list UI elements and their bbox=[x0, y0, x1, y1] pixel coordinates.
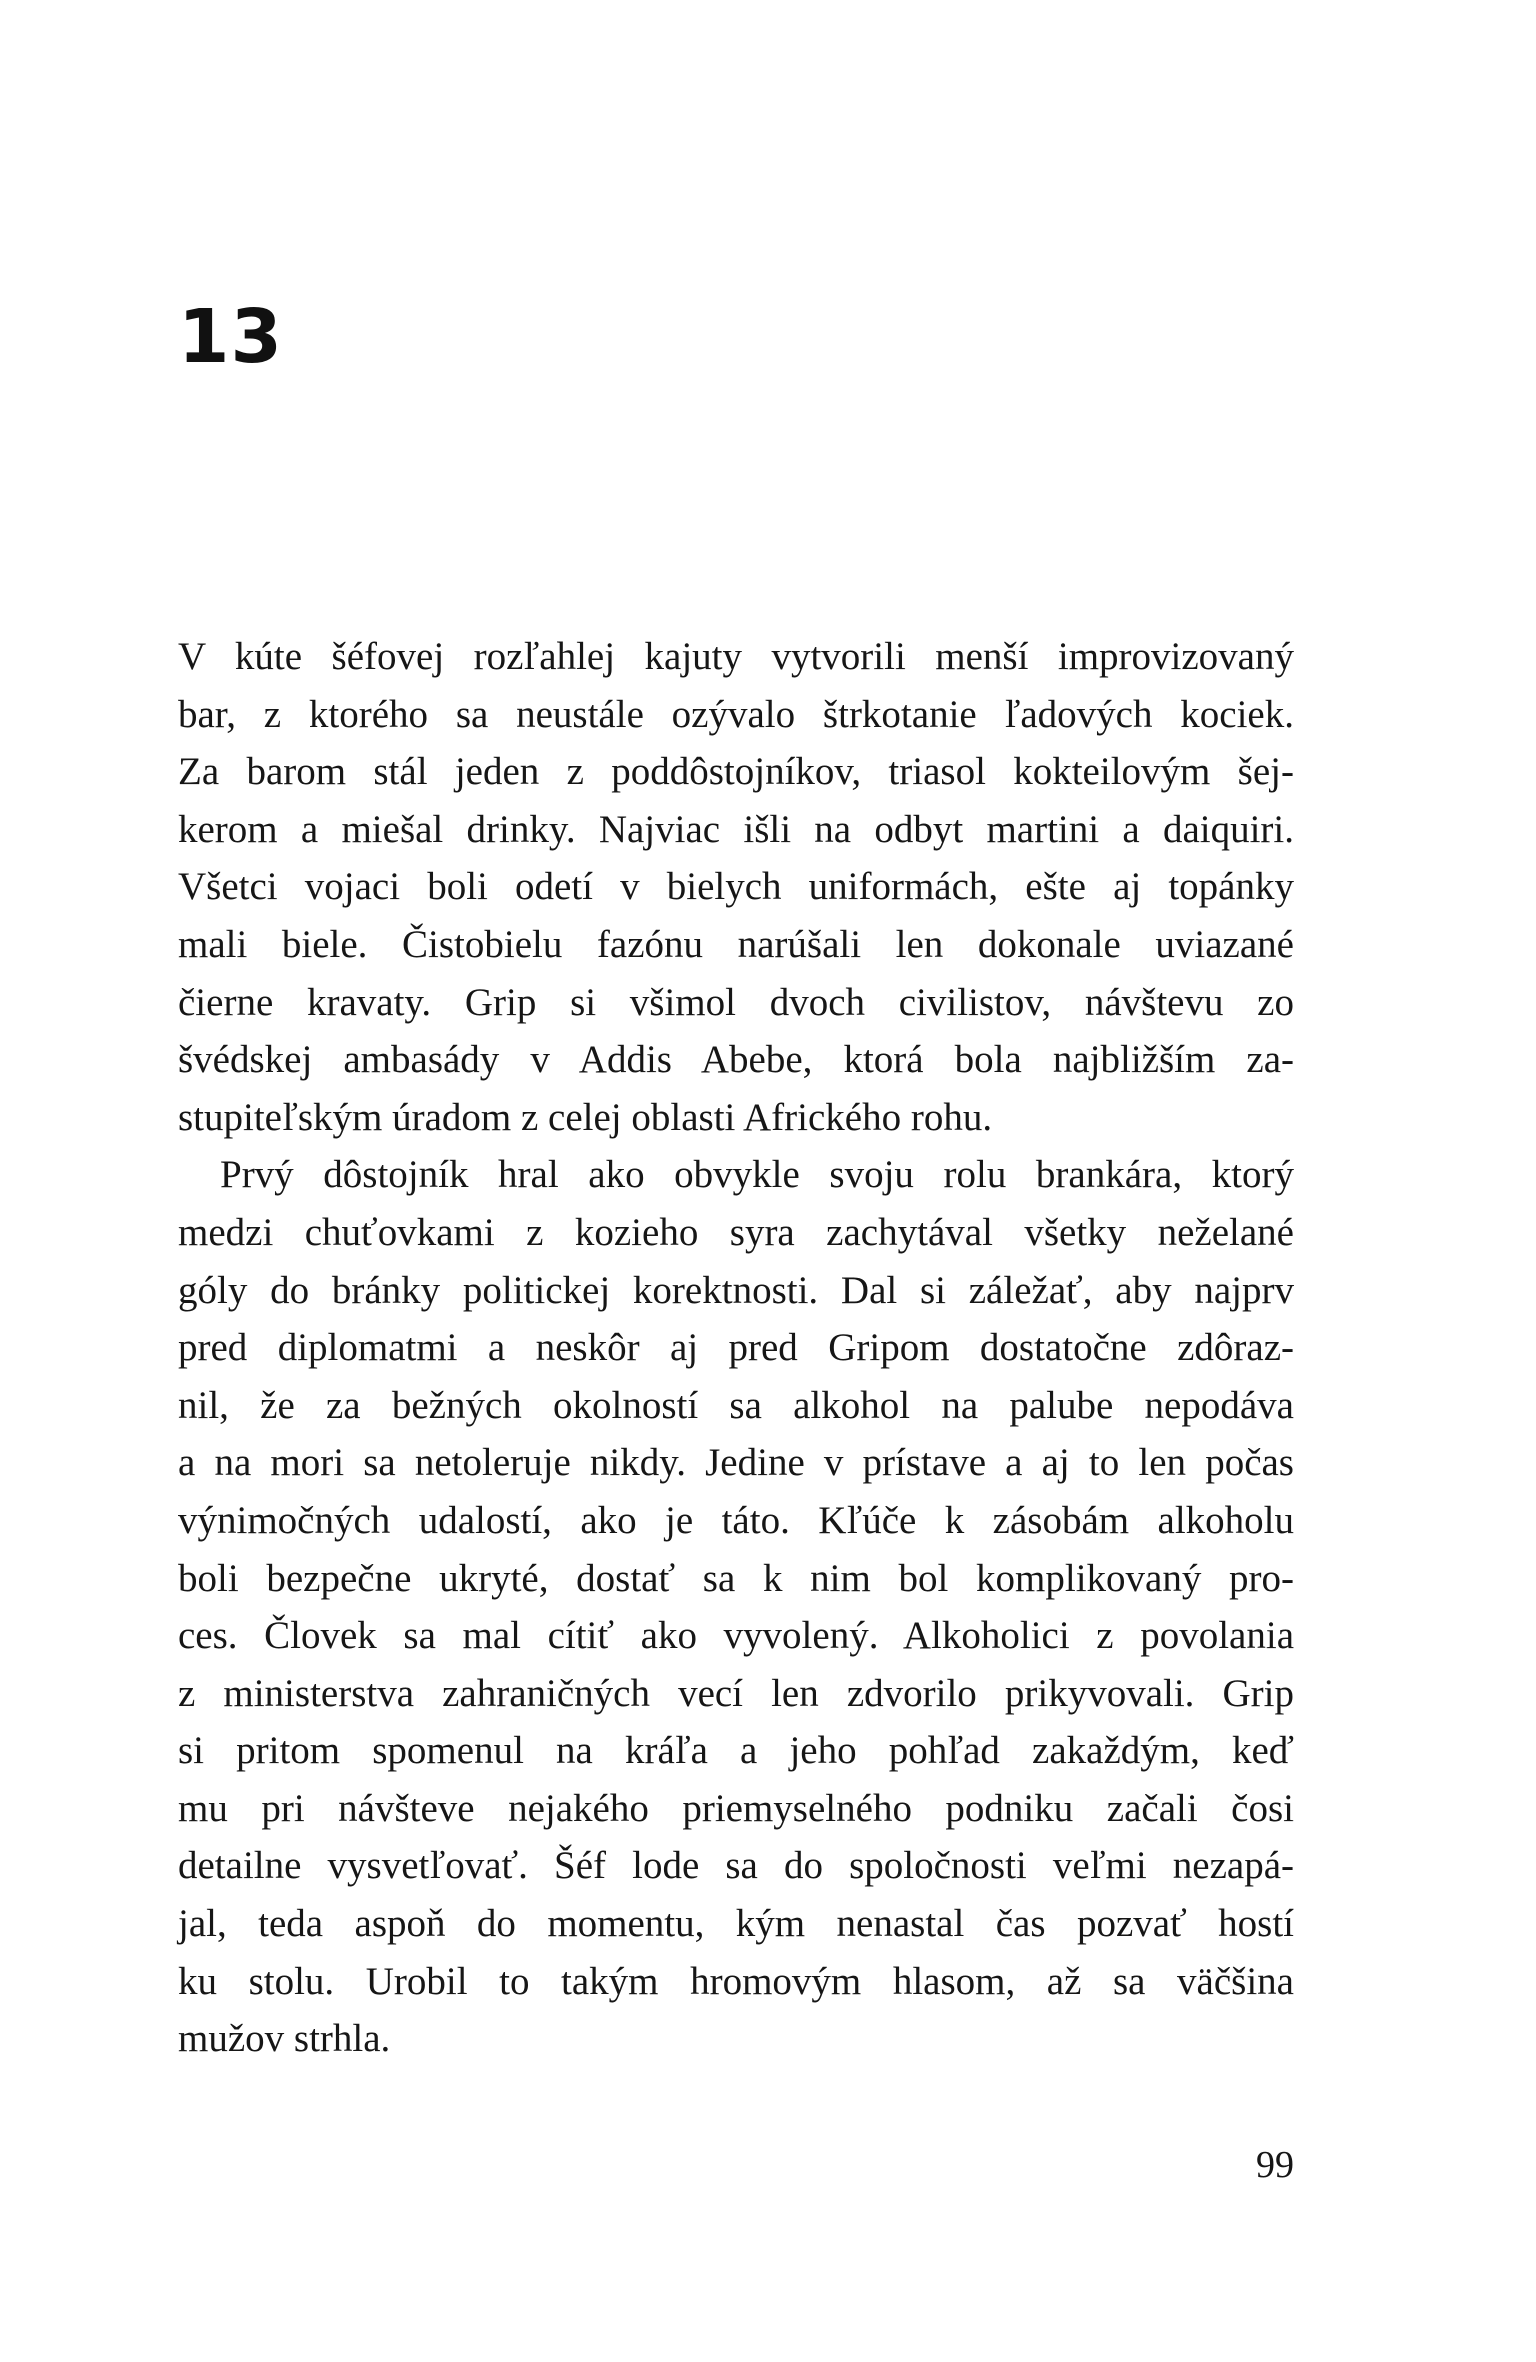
text-line: Všetci vojaci boli odetí v bielych uniformách, ešte aj topánky bbox=[178, 865, 1294, 909]
text-line: mu pri návšteve nejakého priemyselného podniku začali čosi bbox=[178, 1786, 1294, 1830]
body-text bbox=[178, 628, 1294, 2068]
page-number: 99 bbox=[1256, 2144, 1294, 2186]
text-line: ku stolu. Urobil to takým hromovým hlasom, až sa väčšina bbox=[178, 1959, 1294, 2003]
text-line: Za barom stál jeden z poddôstojníkov, triasol kokteilovým šej- bbox=[178, 750, 1294, 794]
text-line: bar, z ktorého sa neustále ozývalo štrkotanie ľadových kociek. bbox=[178, 692, 1294, 736]
chapter-number: 13 bbox=[178, 294, 283, 380]
text-line: ces. Človek sa mal cítiť ako vyvolený. Alkoholici z povolania bbox=[178, 1614, 1294, 1658]
text-line: jal, teda aspoň do momentu, kým nenastal čas pozvať hostí bbox=[178, 1902, 1294, 1946]
text-line: stupiteľským úradom z celej oblasti Afrického rohu. bbox=[178, 1095, 993, 1139]
text-line: V kúte šéfovej rozľahlej kajuty vytvorili menší improvizovaný bbox=[178, 635, 1294, 678]
text-line: detailne vysvetľovať. Šéf lode sa do spoločnosti veľmi nezapá- bbox=[178, 1844, 1294, 1888]
text-line: čierne kravaty. Grip si všimol dvoch civilistov, návštevu zo bbox=[178, 980, 1294, 1024]
text-line: nil, že za bežných okolností sa alkohol na palube nepodáva bbox=[178, 1383, 1294, 1427]
text-line: pred diplomatmi a neskôr aj pred Gripom dostatočne zdôraz- bbox=[178, 1326, 1294, 1370]
text-line: výnimočných udalostí, ako je táto. Kľúče k zásobám alkoholu bbox=[178, 1498, 1294, 1542]
text-line: mali biele. Čistobielu fazónu narúšali len dokonale uviazané bbox=[178, 922, 1294, 966]
paragraph-1 bbox=[178, 628, 1294, 1146]
text-line: medzi chuťovkami z kozieho syra zachytával všetky neželané bbox=[178, 1210, 1294, 1254]
paragraph-2 bbox=[178, 1146, 1294, 2068]
text-line: z ministerstva zahraničných vecí len zdvorilo prikyvovali. Grip bbox=[178, 1671, 1294, 1715]
text-line: Prvý dôstojník hral ako obvykle svoju rolu brankára, ktorý bbox=[220, 1153, 1294, 1197]
text-line: švédskej ambasády v Addis Abebe, ktorá bola najbližším za- bbox=[178, 1038, 1294, 1082]
text-line: góly do bránky politickej korektnosti. Dal si záležať, aby najprv bbox=[178, 1268, 1294, 1312]
text-line: a na mori sa netoleruje nikdy. Jedine v prístave a aj to len počas bbox=[178, 1441, 1294, 1485]
text-line: kerom a miešal drinky. Najviac išli na odbyt martini a daiquiri. bbox=[178, 807, 1294, 851]
text-line: boli bezpečne ukryté, dostať sa k nim bol komplikovaný pro- bbox=[178, 1556, 1294, 1600]
text-line: mužov strhla. bbox=[178, 2017, 391, 2061]
text-line: si pritom spomenul na kráľa a jeho pohľad zakaždým, keď bbox=[178, 1729, 1294, 1773]
